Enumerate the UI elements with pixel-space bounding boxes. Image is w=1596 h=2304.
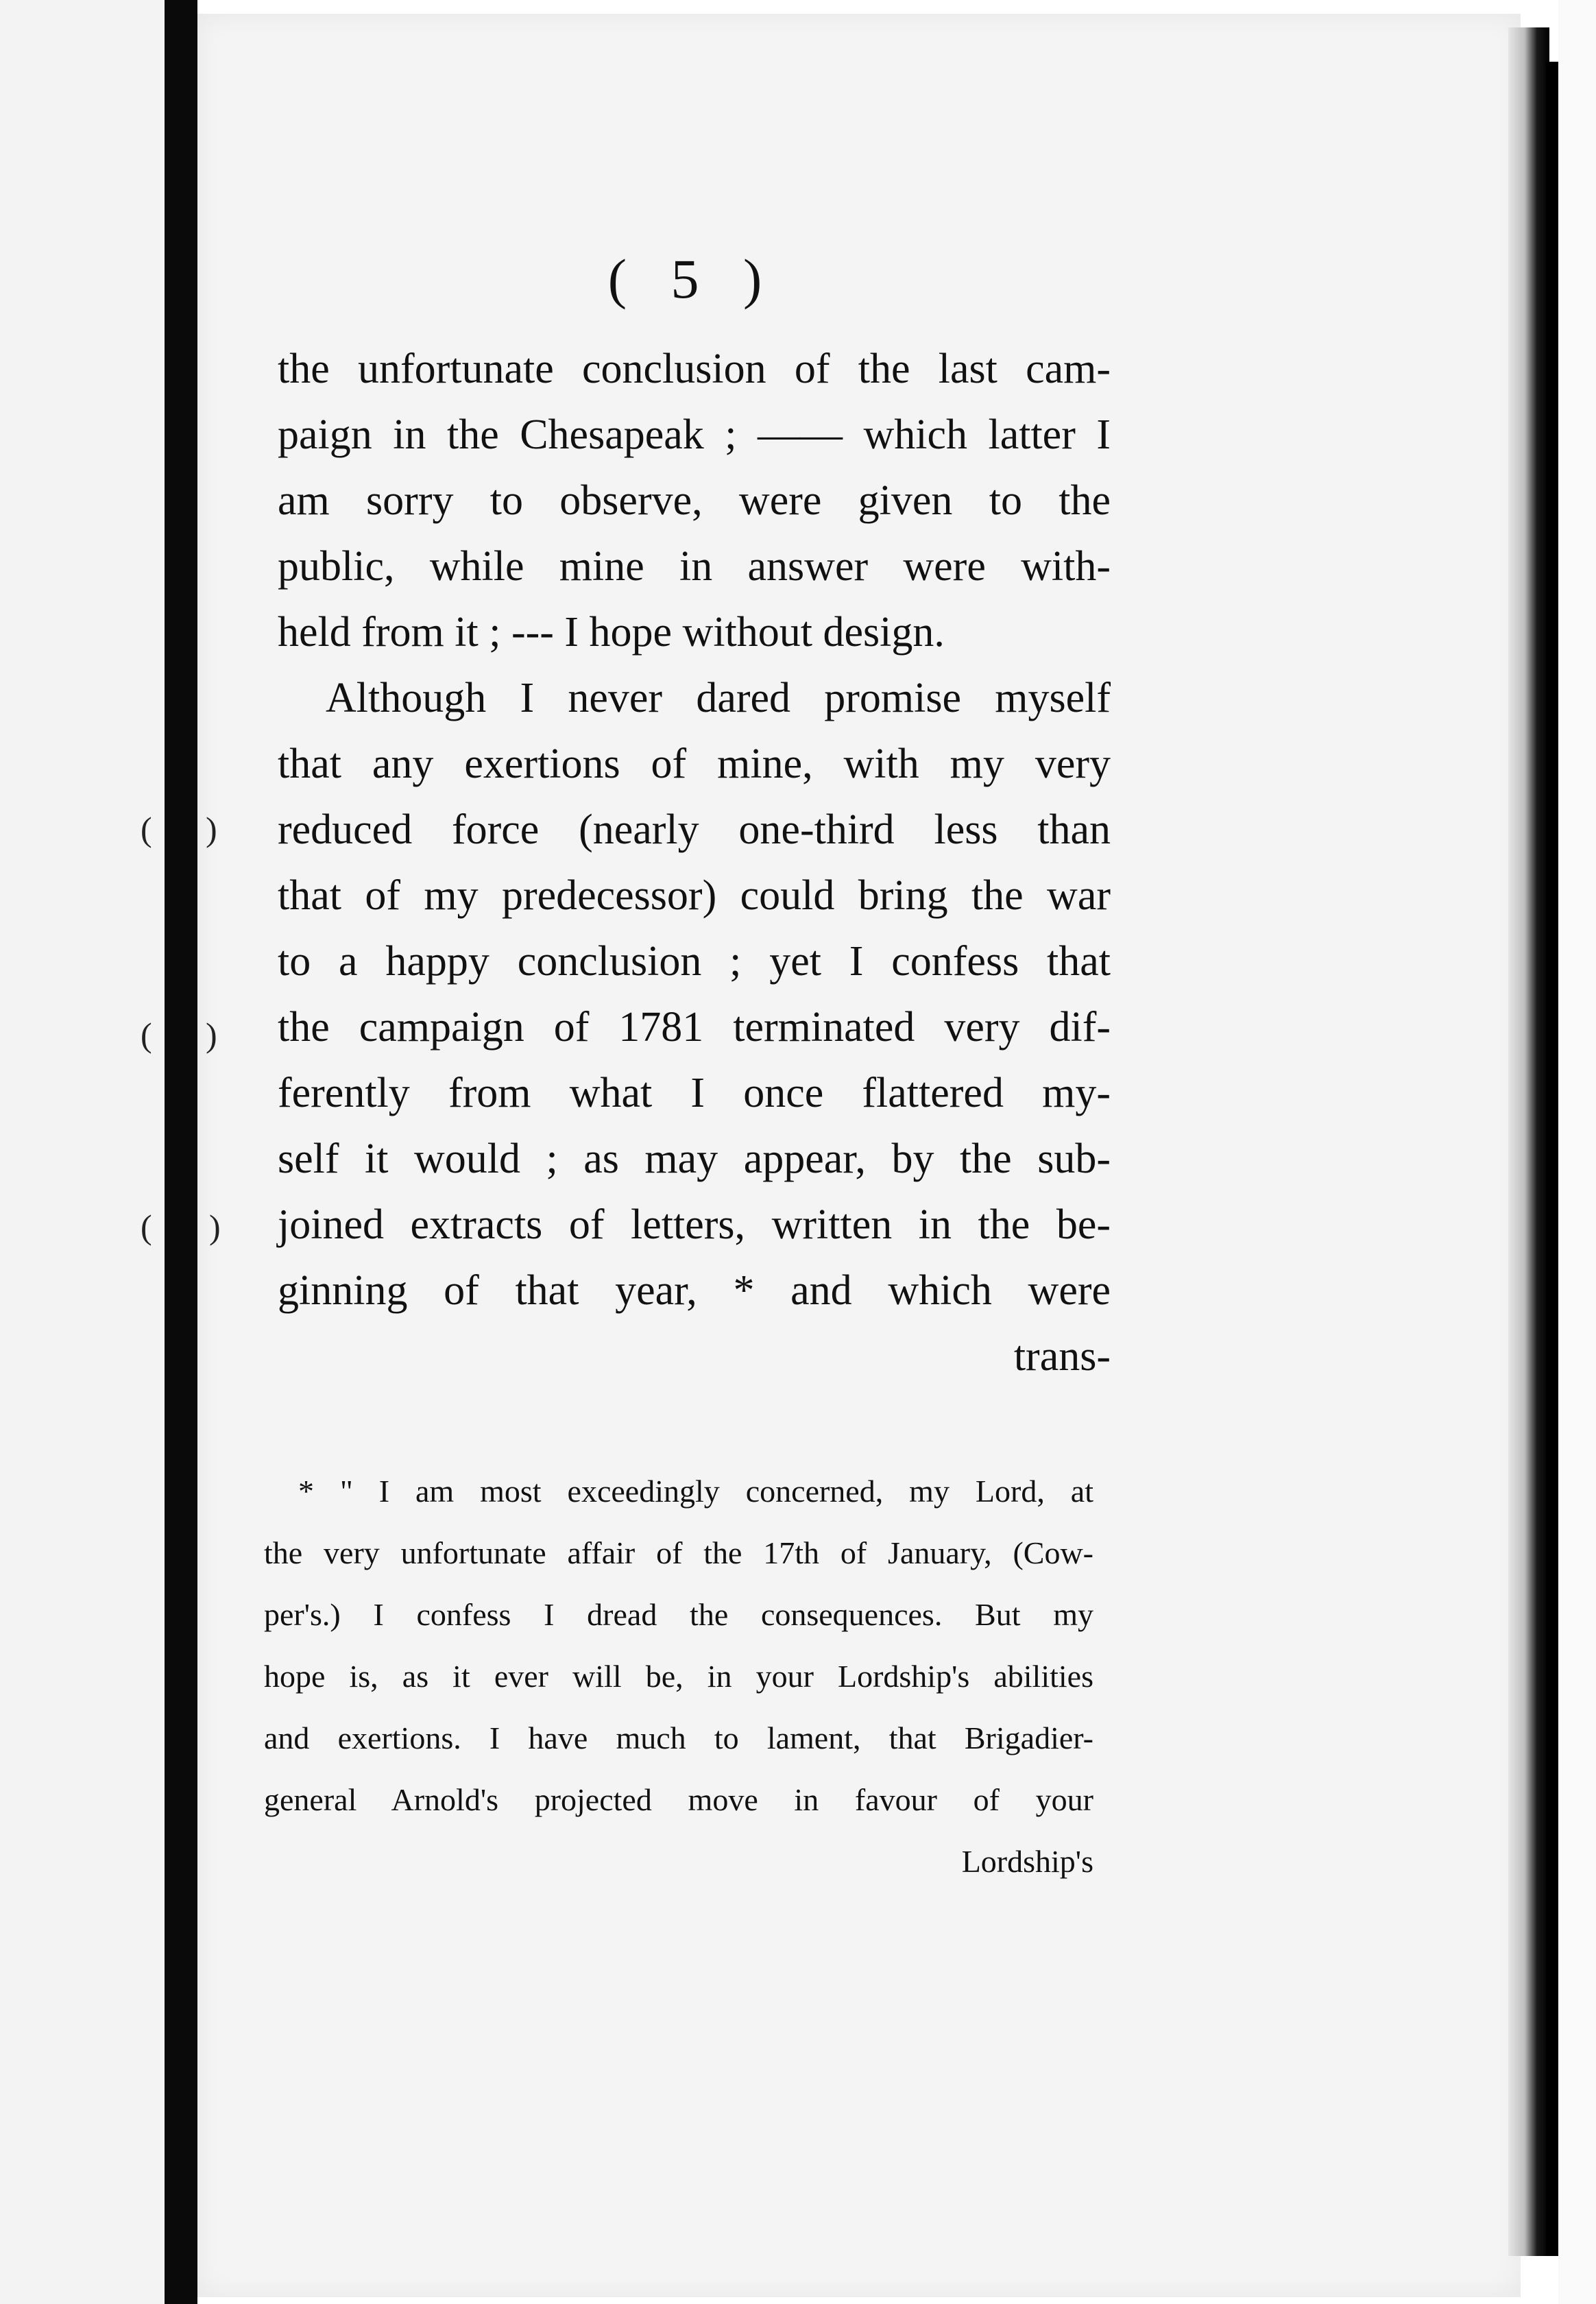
page-right-edge bbox=[1508, 27, 1549, 2256]
text-line: paign in the Chesapeak ; —— which latter I bbox=[278, 411, 1111, 458]
footnote-line: per's.) I confess I dread the consequences. But my bbox=[264, 1597, 1093, 1632]
footnote-line: general Arnold's projected move in favour of your bbox=[264, 1782, 1093, 1817]
text-line: reduced force (nearly one-third less than bbox=[278, 806, 1111, 853]
footnote-line: hope is, as it ever will be, in your Lordship's abilities bbox=[264, 1659, 1093, 1694]
footnote bbox=[264, 1461, 1093, 1893]
text-line: to a happy conclusion ; yet I confess that bbox=[278, 938, 1111, 985]
text-line: the unfortunate conclusion of the last cam- bbox=[278, 346, 1111, 392]
text-line: ginning of that year, * and which were bbox=[278, 1267, 1111, 1314]
margin-mark: ) bbox=[209, 1208, 221, 1246]
text-line: that any exertions of mine, with my very bbox=[278, 741, 1111, 787]
main-text bbox=[278, 336, 1111, 1389]
margin-mark: ) bbox=[206, 810, 217, 848]
page-right-shadow bbox=[1546, 62, 1558, 2256]
margin-mark: ( bbox=[141, 1208, 152, 1246]
book-gutter bbox=[165, 0, 197, 2304]
text-line: self it would ; as may appear, by the sub- bbox=[278, 1136, 1111, 1182]
background-strip bbox=[1558, 0, 1596, 2304]
page-number: ( 5 ) bbox=[607, 248, 777, 310]
margin-mark: ( bbox=[141, 1016, 152, 1054]
text-line: ferently from what I once flattered my- bbox=[278, 1070, 1111, 1116]
text-line: Although I never dared promise myself bbox=[326, 675, 1111, 721]
facing-page-edge bbox=[0, 0, 165, 2304]
margin-mark: ) bbox=[206, 1016, 217, 1054]
text-line: public, while mine in answer were with- bbox=[278, 543, 1111, 590]
text-line: joined extracts of letters, written in the be- bbox=[278, 1201, 1111, 1248]
text-line: am sorry to observe, were given to the bbox=[278, 477, 1111, 524]
margin-mark: ( bbox=[141, 810, 152, 848]
footnote-catchword: Lordship's bbox=[961, 1844, 1093, 1879]
text-line: that of my predecessor) could bring the war bbox=[278, 872, 1111, 919]
footnote-line: the very unfortunate affair of the 17th of January, (Cow- bbox=[264, 1535, 1093, 1570]
catchword: trans- bbox=[1013, 1333, 1111, 1380]
footnote-line: * " I am most exceedingly concerned, my Lord, at bbox=[298, 1474, 1093, 1509]
text-line: the campaign of 1781 terminated very dif- bbox=[278, 1004, 1111, 1051]
text-line: held from it ; --- I hope without design. bbox=[278, 609, 945, 656]
footnote-line: and exertions. I have much to lament, that Brigadier- bbox=[264, 1720, 1093, 1755]
